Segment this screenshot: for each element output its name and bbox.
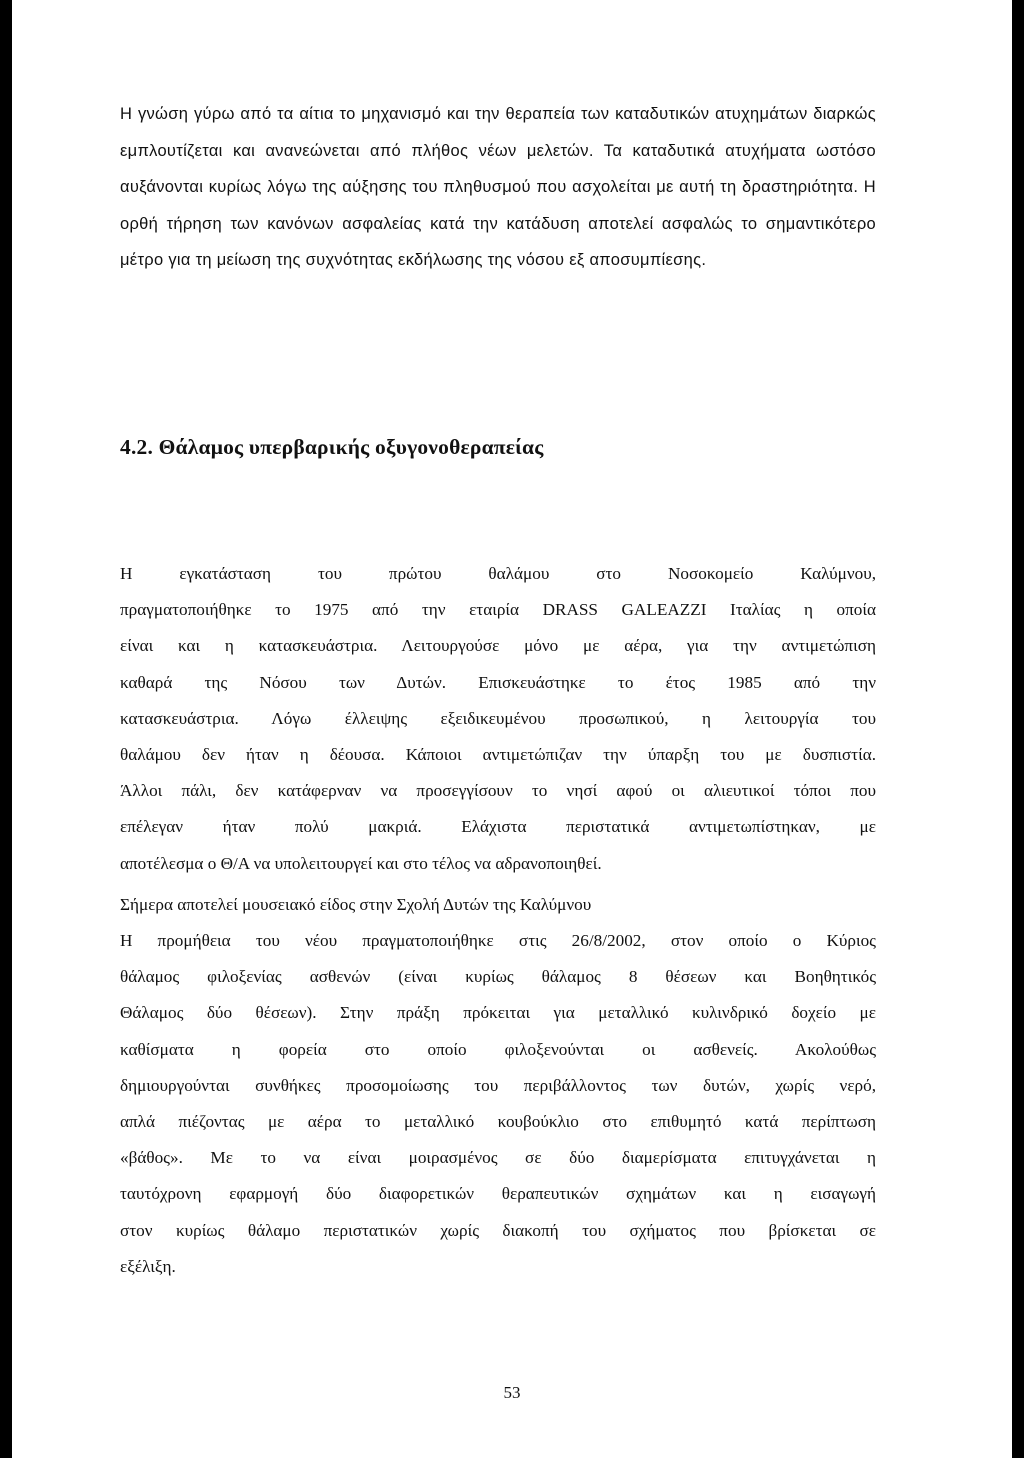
body-line: αποτέλεσμα ο Θ/Α να υπολειτουργεί και στο τέλος να αδρανοποιηθεί.: [120, 853, 602, 873]
page-number: 53: [503, 1383, 521, 1402]
body-line: είναι και η κατασκευάστρια. Λειτουργούσε μόνο με αέρα, για την αντιμετώπιση: [120, 636, 876, 656]
body-line: Θάλαμος δύο θέσεων). Στην πράξη πρόκειται για μεταλλικό κυλινδρικό δοχείο με: [120, 1003, 876, 1023]
body-paragraph-new-chamber: [120, 923, 876, 1285]
body-line: «βάθος». Με το να είναι μοιρασμένος σε δύο διαμερίσματα επιτυγχάνεται η: [120, 1148, 876, 1168]
body-line: Η προμήθεια του νέου πραγματοποιήθηκε στις 26/8/2002, στον οποίο ο Κύριος: [120, 931, 876, 950]
body-line: κατασκευάστρια. Λόγω έλλειψης εξειδικευμένου προσωπικού, η λειτουργία του: [120, 708, 876, 728]
body-line: θαλάμου δεν ήταν η δέουσα. Κάποιοι αντιμετώπιζαν την ύπαρξη του με δυσπιστία.: [120, 745, 876, 765]
body-line: δημιουργούνται συνθήκες προσομοίωσης του περιβάλλοντος των δυτών, χωρίς νερό,: [120, 1075, 876, 1095]
section-heading: 4.2. Θάλαμος υπερβαρικής οξυγονοθεραπείας: [120, 435, 544, 459]
body-paragraph-chamber-history: [120, 556, 876, 882]
intro-line: κατά την κατάδυση αποτελεί ασφαλώς το σημαντικότερο μέτρο για τη μείωση της: [120, 214, 876, 270]
body-line: Άλλοι πάλι, δεν κατάφερναν να προσεγγίσουν το νησί αφού οι αλιευτικοί τόποι που: [120, 781, 876, 801]
intro-paragraph: [120, 96, 876, 279]
document-page: [12, 0, 1012, 1458]
body-line: εξέλιξη.: [120, 1256, 176, 1276]
intro-line: Η γνώση γύρω από τα αίτια το μηχανισμό και την θεραπεία των καταδυτικών: [120, 105, 716, 123]
body-line: ταυτόχρονη εφαρμογή δύο διαφορετικών θεραπευτικών σχημάτων και η εισαγωγή: [120, 1184, 876, 1204]
intro-line: ατυχημάτων διαρκώς εμπλουτίζεται και ανανεώνεται από πλήθος νέων μελετών. Τα: [120, 105, 876, 160]
body-line: Η εγκατάσταση του πρώτου θαλάμου στο Νοσοκομείο Καλύμνου,: [120, 564, 876, 583]
body-line: επέλεγαν ήταν πολύ μακριά. Ελάχιστα περιστατικά αντιμετωπίστηκαν, με: [120, 817, 876, 837]
intro-line: καταδυτικά ατυχήματα ωστόσο αυξάνονται κυρίως λόγω της αύξησης του πληθυσμού: [120, 141, 876, 197]
intro-line: συχνότητας εκδήλωσης της νόσου εξ αποσυμπίεσης.: [305, 251, 707, 270]
body-line: πραγματοποιήθηκε το 1975 από την εταιρία DRASS GALEAZZI Ιταλίας η οποία: [120, 600, 876, 620]
body-line: καθίσματα η φορεία στο οποίο φιλοξενούνται οι ασθενείς. Ακολούθως: [120, 1039, 876, 1059]
body-line: απλά πιέζοντας με αέρα το μεταλλικό κουβούκλιο στο επιθυμητό κατά περίπτωση: [120, 1112, 876, 1132]
body-paragraph-museum: [120, 887, 876, 923]
body-line: θάλαμος φιλοξενίας ασθενών (είναι κυρίως θάλαμος 8 θέσεων και Βοηθητικός: [120, 967, 876, 987]
intro-line: που ασχολείται με αυτή τη δραστηριότητα. Η ορθή τήρηση των κανόνων ασφαλείας: [120, 178, 876, 233]
body-line: στον κυρίως θάλαμο περιστατικών χωρίς διακοπή του σχήματος που βρίσκεται σε: [120, 1220, 876, 1240]
body-line: Σήμερα αποτελεί μουσειακό είδος στην Σχολή Δυτών της Καλύμνου: [120, 895, 592, 914]
body-line: καθαρά της Νόσου των Δυτών. Επισκευάστηκε το έτος 1985 από την: [120, 672, 876, 692]
